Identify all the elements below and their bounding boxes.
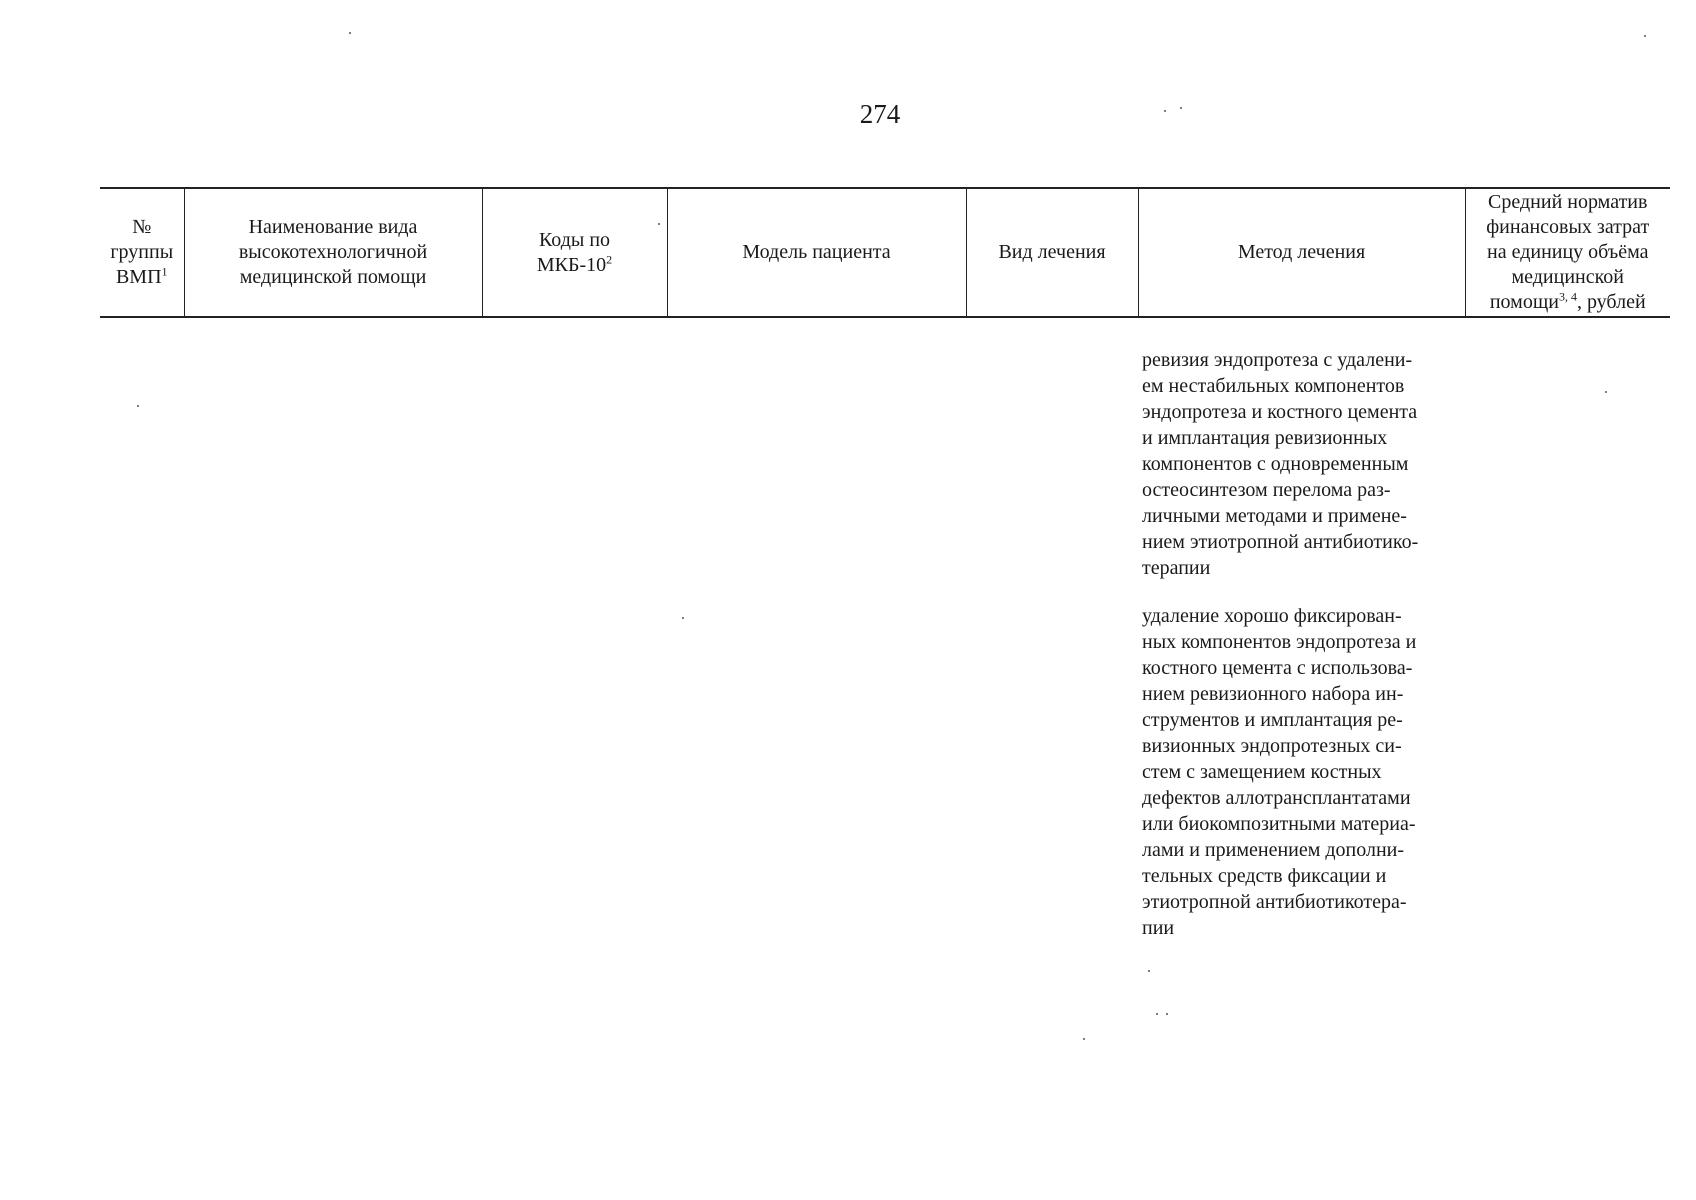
scan-speck (658, 223, 660, 225)
table-header (100, 187, 1670, 318)
scan-speck (1156, 1013, 1158, 1015)
column-header-treatment-method: Метод лечения (1138, 188, 1465, 317)
column-header-group-number: № группы ВМП$^1$ (100, 188, 184, 317)
column-header-icd-codes: Коды по МКБ-$10^2$ (482, 188, 667, 317)
column-header-average-cost: Средний норматив финансовых затрат на единицу объёма медицинской помощи$^{3, 4}$, рублей (1465, 188, 1670, 317)
scan-speck (682, 617, 684, 619)
column-header-care-type-name: Наименование вида высокотехнологичной медицинской помощи (184, 188, 482, 317)
scan-speck (349, 32, 351, 34)
scan-speck (1644, 35, 1646, 37)
scan-speck (1605, 391, 1607, 393)
treatment-method-entry: ревизия эндопротеза с удалени- ем нестабильных компонентов эндопротеза и костного цемента и имплантация ревизионных компонентов с одновременным остеосинтезом перелома раз- личными методами и примене- нием этиотропной антибиотико- терапии (1142, 349, 1419, 579)
page-number: 274 (859, 99, 901, 129)
scan-speck (137, 405, 139, 407)
scan-speck (1083, 1038, 1085, 1040)
scan-speck (1180, 107, 1182, 109)
scan-speck (1166, 1013, 1168, 1015)
scan-speck (1164, 110, 1166, 112)
column-header-treatment-type: Вид лечения (966, 188, 1138, 317)
scan-speck (1148, 970, 1150, 972)
treatment-method-entry: удаление хорошо фиксирован- ных компонентов эндопротеза и костного цемента с использова- нием ревизионного набора ин- струментов и имплантация ре- визионных эндопротезных си- стем с замещением костных дефектов аллотрансплантатами или биокомпозитными материа- лами и применением дополни- тельных средств фиксации и этиотропной антибиотикотера- пии (1142, 605, 1417, 939)
column-header-patient-model: Модель пациента (667, 188, 966, 317)
